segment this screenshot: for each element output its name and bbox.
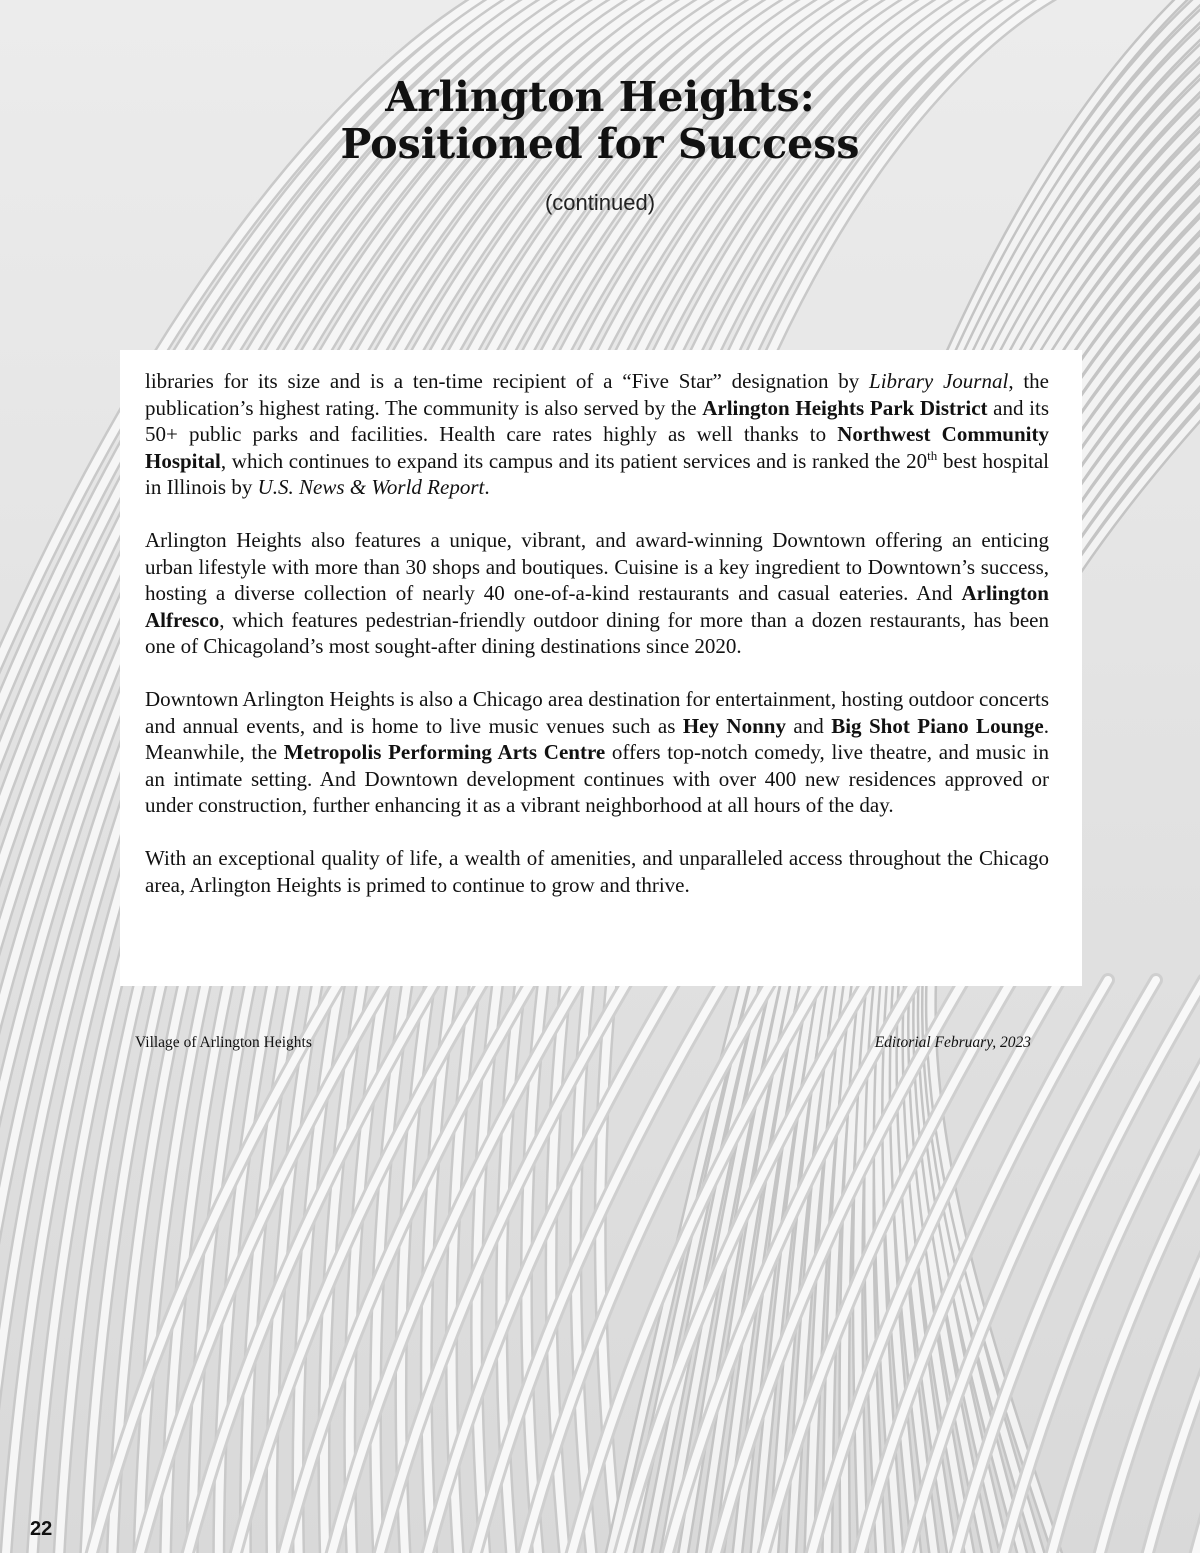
hospital-name: Northwest Community Hospital bbox=[145, 422, 1049, 473]
page-title bbox=[0, 74, 1200, 168]
paragraph-entertainment: Downtown Arlington Heights is also a Chicago area destination for entertainment, hosting outdoor concerts and annual events, and is home to live music venues such as Hey Nonny and Big Shot Piano Lounge. Meanwhile, the Metropolis Performing Arts Centre offers top-notch comedy, live theatre, and music in an intimate setting. And Downtown development continues with over 400 new residences approved or under construction, further enhancing it as a vibrant neighborhood at all hours of the day. bbox=[145, 687, 1049, 817]
library-journal-title: Library Journal bbox=[869, 369, 1009, 393]
title-line-2: Positioned for Success bbox=[340, 120, 860, 168]
footer-organization: Village of Arlington Heights bbox=[135, 1034, 312, 1051]
big-shot-name: Big Shot Piano Lounge bbox=[831, 713, 1044, 738]
metropolis-name: Metropolis Performing Arts Centre bbox=[283, 740, 606, 764]
park-district-name: Arlington Heights Park District bbox=[702, 395, 988, 420]
paragraph-downtown-dining: Arlington Heights also features a unique, vibrant, and award-winning Downtown offering an enticing urban lifestyle with more than 30 shops and boutiques. Cuisine is a key ingredient to Downtown’s success, hosting a diverse collection of nearly 40 one-of-a-kind restaurants and casual eateries. And Arlington Alfresco, which features pedestrian-friendly outdoor dining for more than a dozen restaurants, has been one of Chicagoland’s most sought-after dining destinations since 2020. bbox=[145, 528, 1049, 658]
paragraph-conclusion: With an exceptional quality of life, a wealth of amenities, and unparalleled access throughout the Chicago area, Arlington Heights is primed to continue to grow and thrive. bbox=[145, 846, 1049, 897]
alfresco-name: Arlington Alfresco bbox=[145, 581, 1049, 632]
hey-nonny-name: Hey Nonny bbox=[682, 713, 786, 738]
ordinal-suffix: th bbox=[927, 447, 938, 463]
footer-editorial-date: Editorial February, 2023 bbox=[874, 1034, 1031, 1051]
paragraph-libraries-parks-hospital: libraries for its size and is a ten-time recipient of a “Five Star” designation by Library Journal, the publication’s highest rating. The community is also served by the Arlington Heights Park District and its 50+ public parks and facilities. Health care rates highly as well thanks to Northwest Community Hospital, which continues to expand its campus and its patient services and is ranked the 20th best hospital in Illinois by U.S. News & World Report. bbox=[145, 369, 1049, 499]
usnews-title: U.S. News & World Report bbox=[257, 475, 485, 499]
subtitle-continued: (continued) bbox=[544, 190, 656, 215]
page-number: 22 bbox=[30, 1518, 53, 1540]
title-line-1: Arlington Heights: bbox=[385, 73, 815, 121]
article-text-card bbox=[120, 350, 1082, 986]
